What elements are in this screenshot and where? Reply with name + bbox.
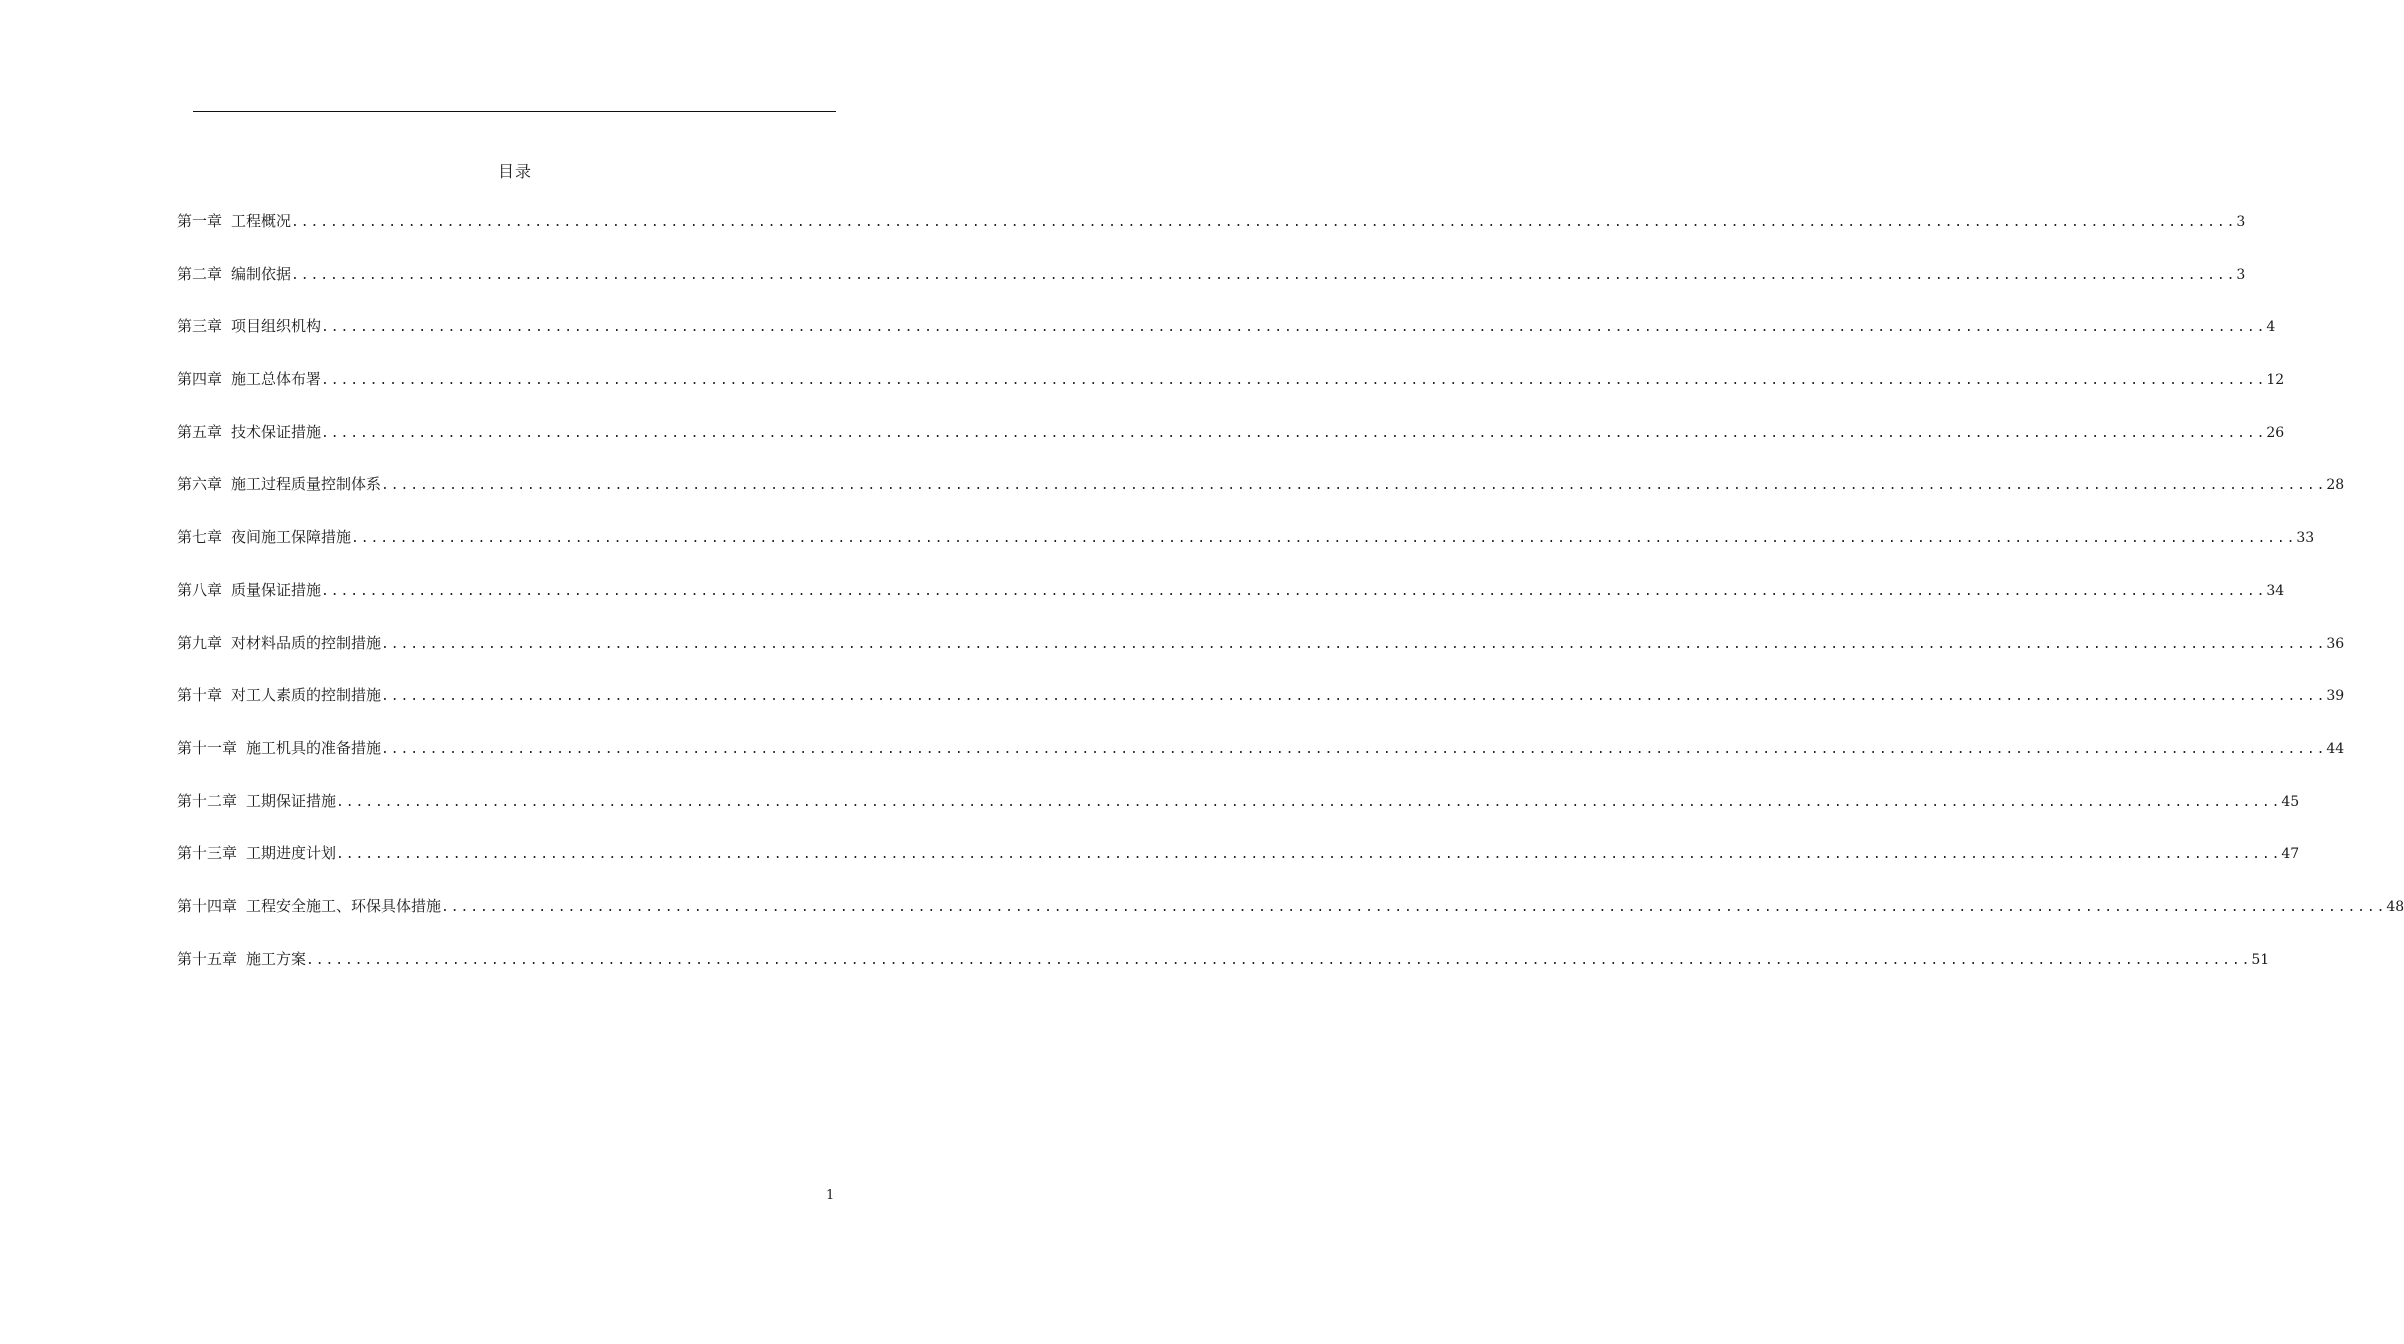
toc-dot-leader: ........................................................................................................................................................................................................ — [321, 373, 2267, 389]
toc-page-number: 26 — [2266, 424, 2285, 441]
toc-chapter-title: 工程概况 — [231, 212, 292, 230]
toc-chapter-label: 第四章 — [177, 370, 223, 389]
toc-page-number: 44 — [2326, 740, 2345, 757]
toc-dot-leader: ........................................................................................................................................................................................................ — [381, 741, 2327, 757]
toc-entry-9[interactable] — [177, 632, 2345, 685]
toc-entry-8[interactable] — [177, 579, 2285, 632]
toc-dot-leader: ........................................................................................................................................................................................................ — [306, 952, 2252, 968]
toc-entry-6[interactable] — [177, 473, 2345, 526]
toc-page-number: 47 — [2281, 846, 2300, 863]
toc-chapter-label: 第九章 — [177, 633, 223, 652]
toc-chapter-title: 施工总体布署 — [231, 370, 322, 389]
toc-dot-leader: ........................................................................................................................................................................................................ — [321, 320, 2267, 336]
toc-dot-leader: ........................................................................................................................................................................................................ — [321, 425, 2267, 441]
toc-page-number: 3 — [2236, 214, 2246, 230]
toc-page-number: 48 — [2386, 898, 2404, 915]
toc-dot-leader: ........................................................................................................................................................................................................ — [291, 267, 2237, 283]
toc-entry-1[interactable] — [177, 210, 2246, 263]
toc-dot-leader: ........................................................................................................................................................................................................ — [336, 794, 2282, 810]
toc-chapter-label: 第十四章 — [177, 896, 238, 915]
toc-dot-leader: ........................................................................................................................................................................................................ — [351, 531, 2297, 547]
page-number: 1 — [826, 1188, 835, 1203]
toc-dot-leader: ........................................................................................................................................................................................................ — [336, 847, 2282, 863]
toc-chapter-label: 第八章 — [177, 580, 223, 599]
header-rule — [193, 111, 836, 112]
toc-page-number: 12 — [2266, 372, 2285, 389]
toc-page-number: 36 — [2326, 635, 2345, 652]
toc-chapter-title: 工期进度计划 — [246, 844, 337, 863]
toc-chapter-title: 施工机具的准备措施 — [246, 738, 382, 757]
toc-chapter-title: 施工过程质量控制体系 — [231, 475, 382, 494]
toc-page-number: 3 — [2236, 266, 2246, 283]
toc-entry-7[interactable] — [177, 526, 2315, 579]
toc-dot-leader: ........................................................................................................................................................................................................ — [381, 636, 2327, 652]
toc-chapter-label: 第十二章 — [177, 791, 238, 810]
toc-title: 目录 — [497, 162, 532, 181]
toc-chapter-title: 项目组织机构 — [231, 317, 322, 336]
toc-page-number: 33 — [2296, 530, 2315, 547]
toc-entry-14[interactable] — [177, 895, 2404, 948]
toc-page-number: 51 — [2251, 951, 2270, 968]
toc-chapter-label: 第三章 — [177, 317, 223, 336]
toc-chapter-label: 第十章 — [177, 686, 223, 705]
toc-entry-15[interactable] — [177, 948, 2270, 1001]
toc-dot-leader: ........................................................................................................................................................................................................ — [381, 478, 2327, 494]
toc-entry-11[interactable] — [177, 737, 2345, 790]
toc-dot-leader: ........................................................................................................................................................................................................ — [291, 215, 2237, 230]
toc-entry-12[interactable] — [177, 790, 2300, 843]
toc-page-number: 34 — [2266, 582, 2285, 599]
toc-chapter-title: 质量保证措施 — [231, 580, 322, 599]
toc-chapter-title: 对材料品质的控制措施 — [231, 633, 382, 652]
toc-chapter-title: 编制依据 — [231, 264, 292, 283]
toc-entry-3[interactable] — [177, 315, 2276, 368]
toc-chapter-label: 第六章 — [177, 475, 223, 494]
toc-chapter-label: 第一章 — [177, 212, 223, 230]
toc-chapter-title: 夜间施工保障措施 — [231, 528, 352, 547]
toc-entry-4[interactable] — [177, 368, 2285, 421]
toc-dot-leader: ........................................................................................................................................................................................................ — [321, 583, 2267, 599]
toc-entry-10[interactable] — [177, 684, 2345, 737]
toc-page-number: 39 — [2326, 688, 2345, 705]
toc-chapter-title: 施工方案 — [246, 949, 307, 968]
toc-entry-2[interactable] — [177, 263, 2246, 316]
toc-page-number: 45 — [2281, 793, 2300, 810]
toc-chapter-title: 工程安全施工、环保具体措施 — [246, 896, 442, 915]
toc-chapter-label: 第二章 — [177, 264, 223, 283]
toc-chapter-label: 第十三章 — [177, 844, 238, 863]
toc-chapter-label: 第五章 — [177, 422, 223, 441]
toc-page-number: 4 — [2266, 319, 2276, 336]
toc-entry-5[interactable] — [177, 421, 2285, 474]
toc-chapter-title: 技术保证措施 — [231, 422, 322, 441]
toc-page-number: 28 — [2326, 477, 2345, 494]
toc-chapter-label: 第七章 — [177, 528, 223, 547]
toc-chapter-title: 工期保证措施 — [246, 791, 337, 810]
toc-list — [177, 210, 2404, 1000]
toc-entry-13[interactable] — [177, 842, 2300, 895]
toc-chapter-title: 对工人素质的控制措施 — [231, 686, 382, 705]
toc-dot-leader: ........................................................................................................................................................................................................ — [441, 899, 2387, 915]
toc-chapter-label: 第十五章 — [177, 949, 238, 968]
toc-dot-leader: ........................................................................................................................................................................................................ — [381, 689, 2327, 705]
toc-chapter-label: 第十一章 — [177, 738, 238, 757]
